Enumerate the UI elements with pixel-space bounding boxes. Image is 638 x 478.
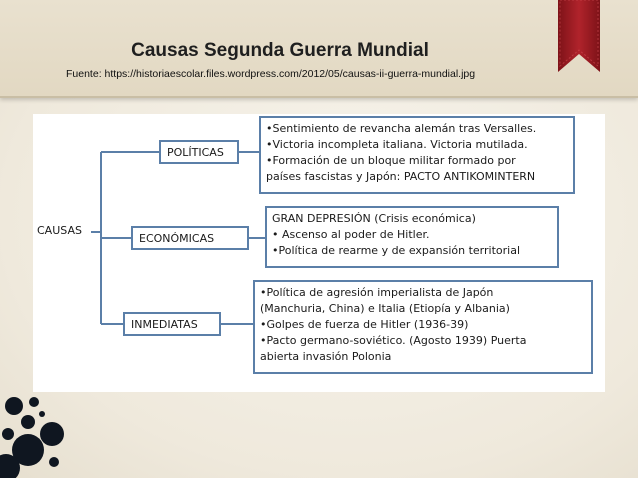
detail-item: GRAN DEPRESIÓN (Crisis económica) [272,212,476,225]
branch-node-economicas: ECONÓMICAS [131,226,249,250]
slide-title: Causas Segunda Guerra Mundial [131,40,429,61]
detail-item: •Formación de un bloque militar formado por [266,154,516,167]
detail-box-politicas [259,116,575,194]
source-caption: Fuente: https://historiaescolar.files.wordpress.com/2012/05/causas-ii-guerra-mundial.jpg [66,68,476,80]
detail-item: •Pacto germano-soviético. (Agosto 1939) Puerta [260,334,527,347]
detail-item: •Política de rearme y de expansión territorial [272,244,520,257]
branch-node-politicas: POLÍTICAS [159,140,239,164]
detail-item: •Política de agresión imperialista de Japón [260,286,494,299]
causes-diagram [33,114,605,392]
detail-item: abierta invasión Polonia [260,350,392,363]
detail-item: •Golpes de fuerza de Hitler (1936-39) [260,318,469,331]
detail-box-inmediatas [253,280,593,374]
ink-splatter-decoration [0,388,90,478]
detail-box-economicas [265,206,559,268]
detail-item: •Sentimiento de revancha alemán tras Versalles. [266,122,537,135]
detail-item: • Ascenso al poder de Hitler. [272,228,430,241]
root-node-causas: CAUSAS [37,224,82,237]
bookmark-ribbon-icon [556,0,602,74]
detail-item: •Victoria incompleta italiana. Victoria mutilada. [266,138,528,151]
detail-item: (Manchuria, China) e Italia (Etiopía y Albania) [260,302,510,315]
detail-item: países fascistas y Japón: PACTO ANTIKOMINTERN [266,170,536,183]
header-divider [0,96,638,98]
branch-node-inmediatas: INMEDIATAS [123,312,221,336]
